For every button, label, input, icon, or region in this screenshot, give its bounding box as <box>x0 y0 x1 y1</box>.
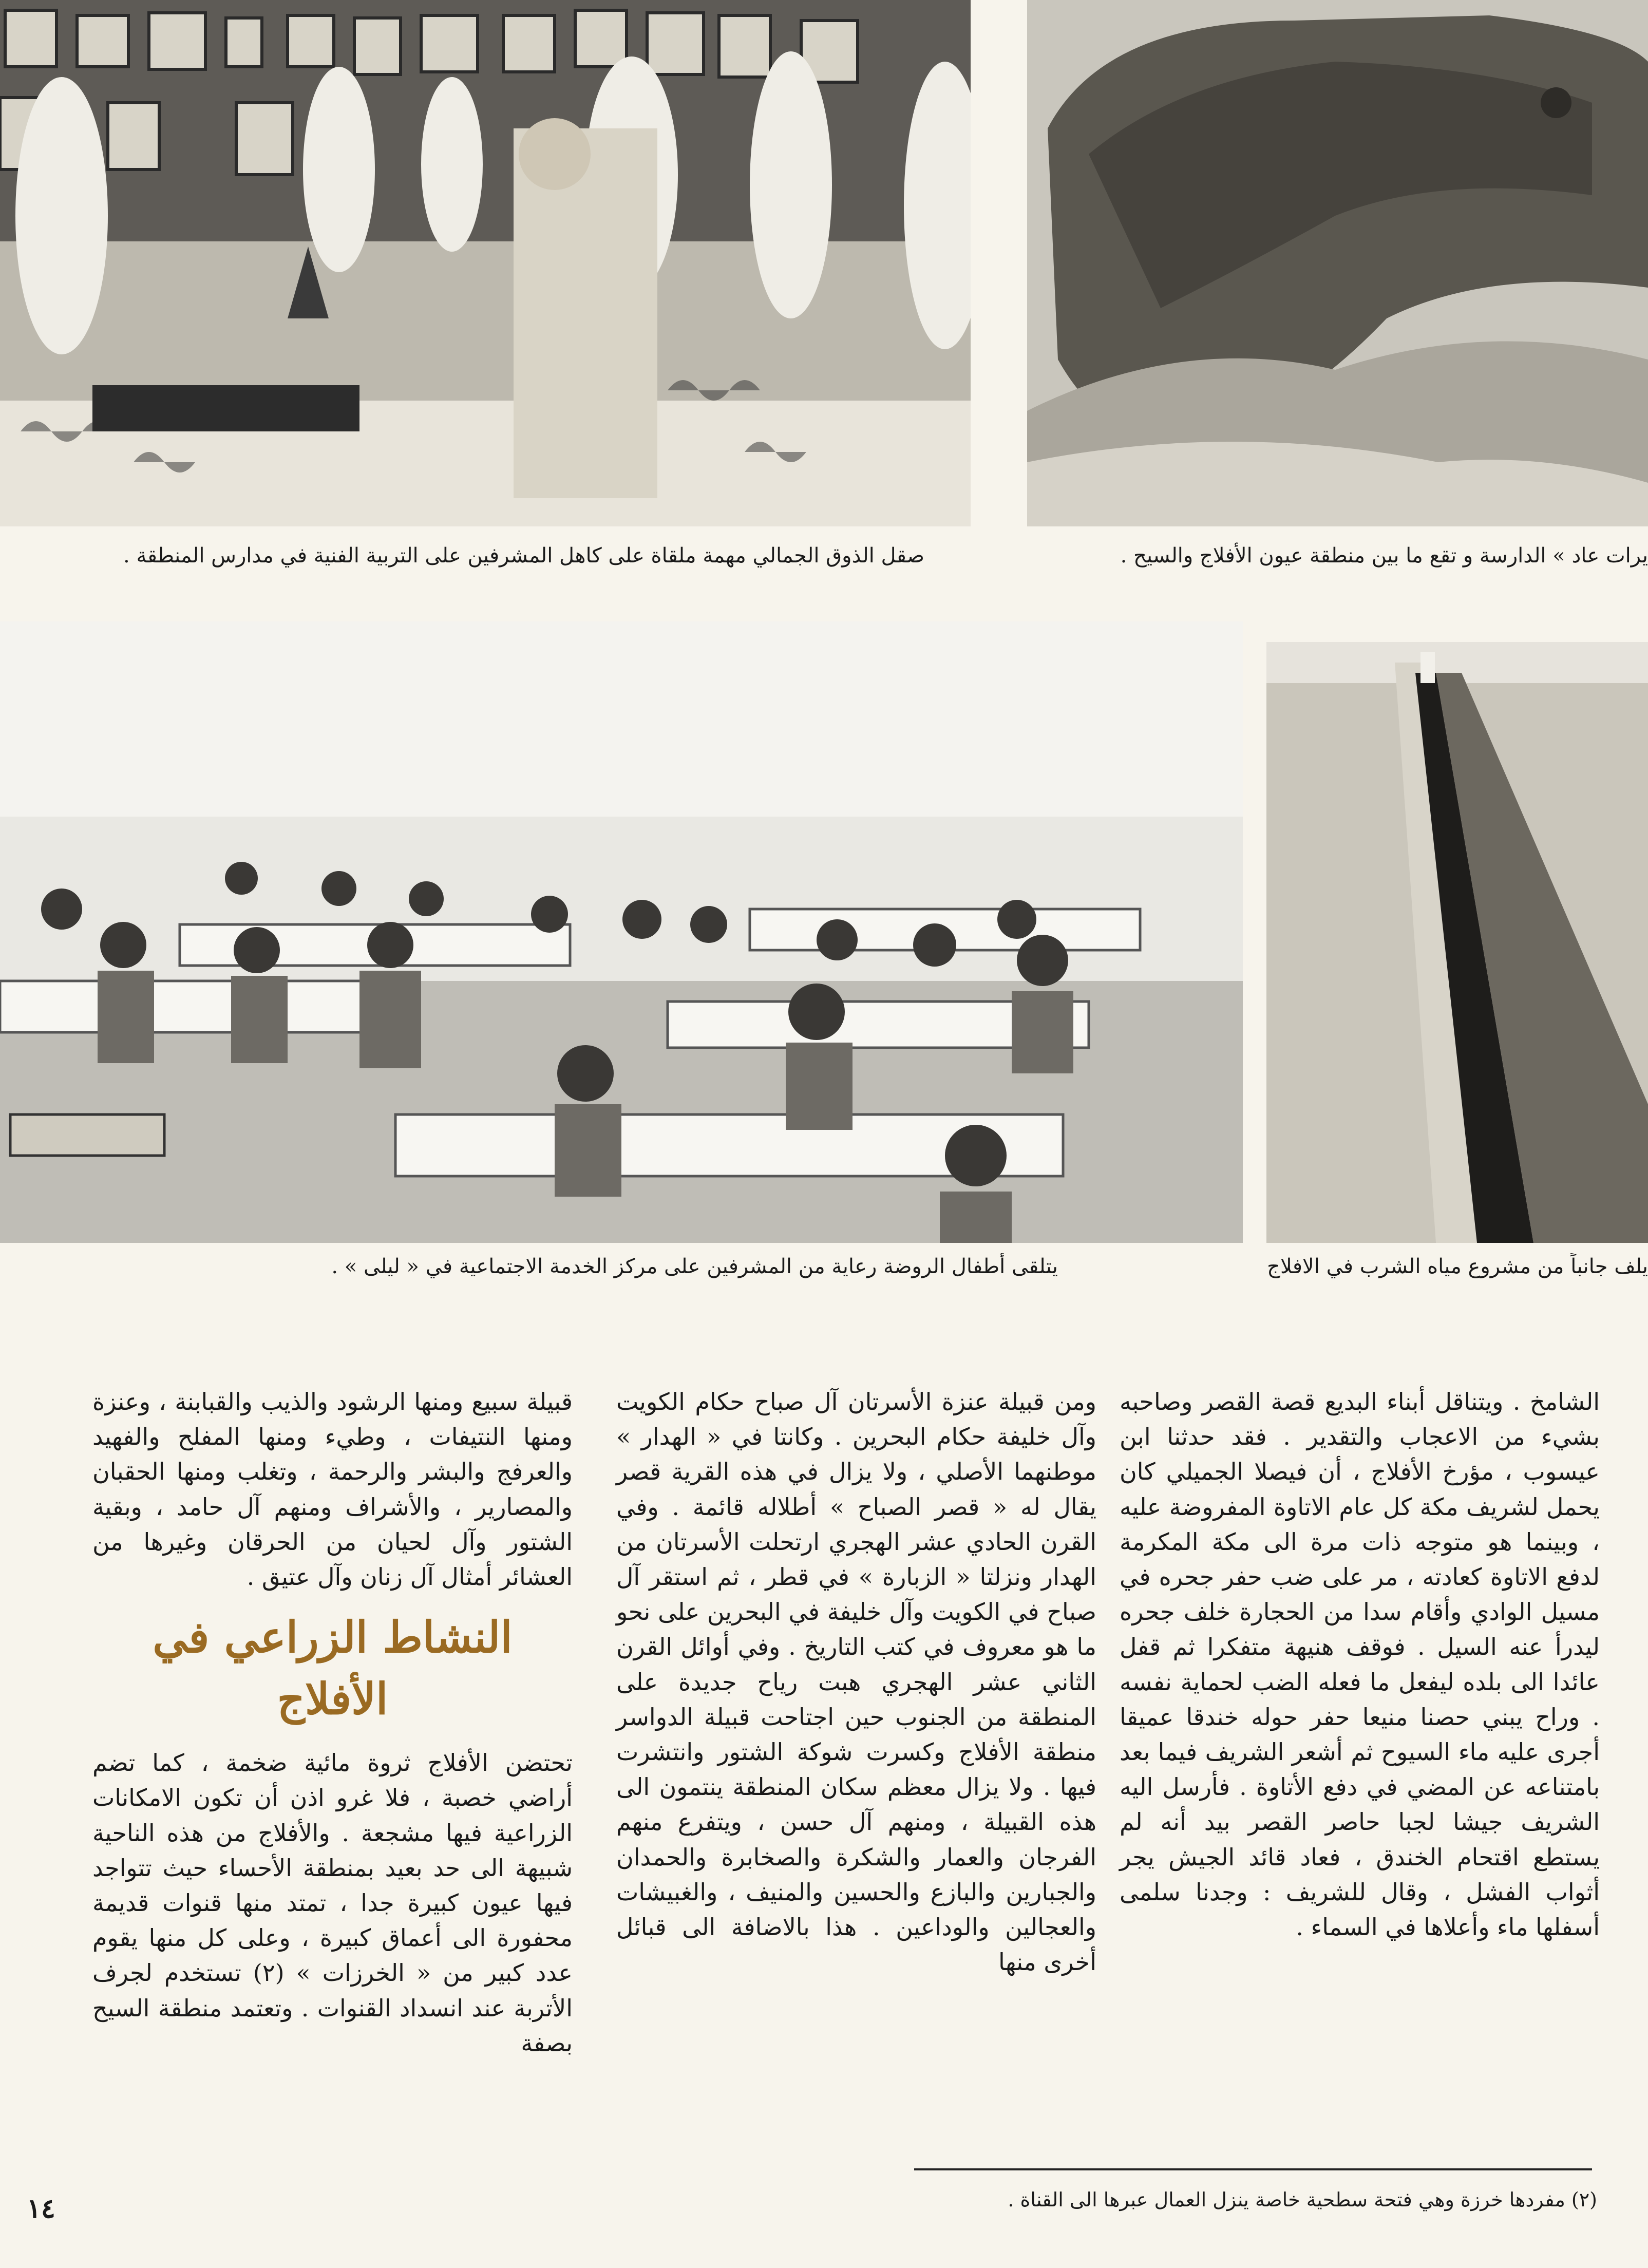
art-room-photo <box>0 0 971 526</box>
kindergarten-caption: يتلقى أطفال الروضة رعاية من المشرفين على مركز الخدمة الاجتماعية في « ليلى » . <box>331 1255 1058 1278</box>
ruin-illustration <box>1027 0 1648 526</box>
water-trench-photo <box>1266 642 1648 1243</box>
paragraph: ومن قبيلة عنزة الأسرتان آل صباح حكام الكويت وآل خليفة حكام البحرين . وكانتا في « الهدار » موطنهما الأصلي ، ولا يزال في هذه القرية قصر يقال له « قصر الصباح » أطلاله قائمة . وفي القرن الحادي عشر الهجري ارتحلت الأسرتان من الهدار ونزلتا « الزبارة » في قطر ، ثم استقر آل صباح في الكويت وآل خليفة في البحرين على نحو ما هو معروف في كتب التاريخ . وفي أوائل القرن الثاني عشر الهجري هبت رياح جديدة على المنطقة من الجنوب حين اجتاحت قبيلة الدواسر منطقة الأفلاج وكسرت شوكة الشتور وانتشرت فيها . ولا يزال معظم سكان المنطقة ينتمون الى هذه القبيلة ، ومنهم آل حسن ، ويتفرع منهم الفرجان والعمار والشكرة والصخابرة والحمدان والجبارين والبازع والحسين والمنيف ، والغبيشات والعجالين والوداعين . هذا بالاضافة الى قبائل أخرى منها <box>616 1388 1097 1976</box>
trench-caption: يلف جانباً من مشروع مياه الشرب في الافلاج <box>1267 1255 1648 1278</box>
text-column-right <box>1120 1384 1600 1944</box>
page-number: ١٤ <box>27 2193 55 2224</box>
ruin-caption: يرات عاد » الدارسة و تقع ما بين منطقة عيون الأفلاج والسيح . <box>1120 544 1648 568</box>
paragraph: قبيلة سبيع ومنها الرشود والذيب والقبابنة ، وعنزة ومنها النتيفات ، وطيء ومنها المفلح والفهيد والعرفج والبشر والرحمة ، وتغلب ومنها الحقبان والمصارير ، والأشراف ومنهم آل حامد ، وبقية الشتور وآل لحيان من الحرقان وغيرها من العشائر أمثال آل زنان وآل عتيق . <box>92 1388 573 1591</box>
text-column-left <box>92 1384 573 2061</box>
text-column-middle <box>616 1384 1096 1979</box>
trench-illustration <box>1266 642 1648 1243</box>
fort-ruin-photo <box>1027 0 1648 526</box>
footnote: (٢) مفردها خرزة وهي فتحة سطحية خاصة ينزل العمال عبرها الى القناة . <box>1008 2188 1597 2211</box>
section-heading: النشاط الزراعي في الأفلاج <box>153 1612 513 1725</box>
art-room-caption: صقل الذوق الجمالي مهمة ملقاة على كاهل المشرفين على التربية الفنية في مدارس المنطقة . <box>123 544 924 568</box>
paragraph: الشامخ . ويتناقل أبناء البديع قصة القصر وصاحبه بشيء من الاعجاب والتقدير . فقد حدثنا ابن عيسوب ، مؤرخ الأفلاج ، أن فيصلا الجميلي كان يحمل لشريف مكة كل عام الاتاوة المفروضة عليه ، وبينما هو متوجه ذات مرة الى مكة المكرمة لدفع الاتاوة كعادته ، مر على ضب حفر جحره في مسيل الوادي وأقام سدا من الحجارة خلف جحره ليدرأ عنه السيل . فوقف هنيهة متفكرا ثم قفل عائدا الى بلده ليفعل ما فعله الضب لحماية نفسه . وراح يبني حصنا منيعا حفر حوله خندقا عميقا أجرى عليه ماء السيوح ثم أشعر الشريف فيما بعد بامتناعه عن المضي في دفع الأتاوة . فأرسل اليه الشريف جيشا لجبا حاصر القصر بيد أنه لم يستطع اقتحام الخندق ، فعاد قائد الجيش يجر أثواب الفشل ، وقال للشريف : وجدنا سلمى أسفلها ماء وأعلاها في السماء . <box>1120 1388 1600 1941</box>
kindergarten-illustration <box>0 621 1243 1243</box>
footnote-rule <box>914 2168 1592 2170</box>
art-room-illustration <box>0 0 971 526</box>
kindergarten-photo <box>0 621 1243 1243</box>
paragraph: تحتضن الأفلاج ثروة مائية ضخمة ، كما تضم أراضي خصبة ، فلا غرو اذن أن تكون الامكانات الزراعية فيها مشجعة . والأفلاج من هذه الناحية شبيهة الى حد بعيد بمنطقة الأحساء حيث تتواجد فيها عيون كبيرة جدا ، تمتد منها قنوات قديمة محفورة الى أعماق كبيرة ، وعلى كل منها يقوم عدد كبير من « الخرزات » (٢) تستخدم لجرف الأتربة عند انسداد القنوات . وتعتمد منطقة السيح بصفة <box>92 1749 573 2057</box>
